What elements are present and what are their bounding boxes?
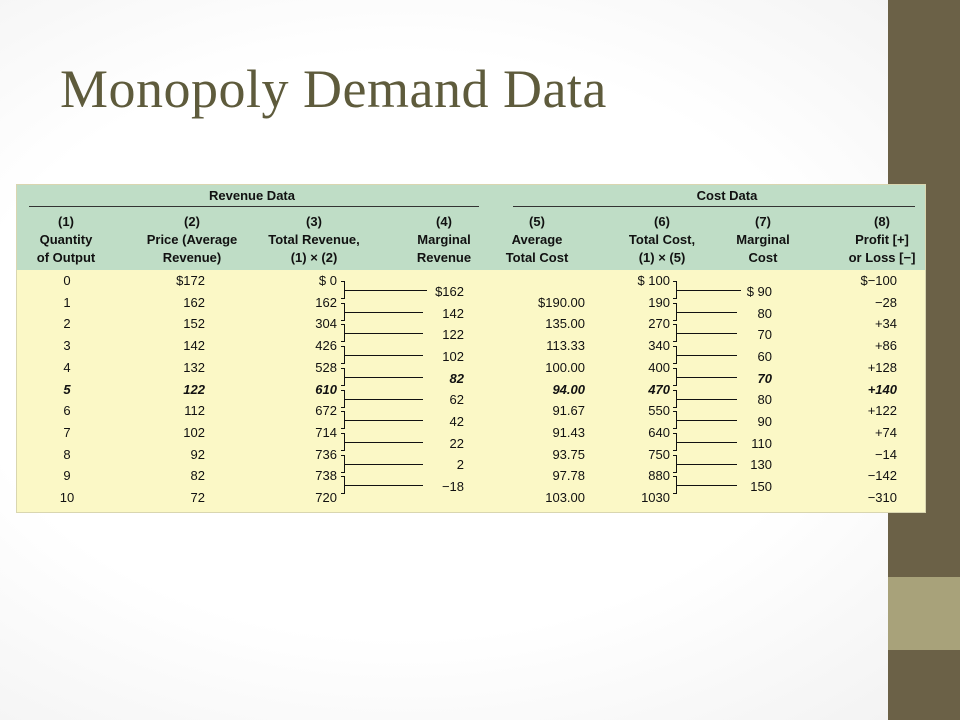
cell-total-cost: 640 (648, 424, 670, 440)
cell-average-total-cost: 97.78 (552, 468, 585, 484)
cell-average-total-cost: 100.00 (545, 359, 585, 375)
cell-total-cost: 750 (648, 446, 670, 462)
cell-total-revenue: 720 (315, 490, 337, 505)
cell-total-cost: 340 (648, 338, 670, 354)
cell-marginal-cost: 110 (751, 435, 772, 451)
cell-profit-loss: +74 (874, 424, 897, 440)
cell-average-total-cost: 94.00 (552, 381, 585, 397)
cell-total-cost: 190 (648, 294, 670, 310)
cell-price: 82 (190, 468, 205, 484)
cell-total-revenue: $ 0 (318, 273, 337, 288)
cost-connector-line (677, 290, 741, 291)
cell-marginal-revenue: $162 (435, 283, 464, 299)
cost-group-rule (513, 206, 915, 207)
cell-marginal-revenue: 2 (456, 457, 464, 473)
revenue-connector-line (345, 399, 423, 400)
cell-profit-loss: −14 (874, 446, 897, 462)
revenue-connector-line (345, 290, 427, 291)
cell-quantity: 4 (63, 359, 71, 375)
cell-marginal-revenue: 42 (449, 414, 464, 430)
column-header-total-cost: (6) Total Cost, (1) × (5) (628, 214, 696, 265)
cell-marginal-revenue: 62 (449, 392, 464, 408)
cell-total-revenue: 162 (315, 294, 337, 310)
cell-marginal-revenue: −18 (441, 479, 464, 495)
cell-marginal-cost: 70 (757, 370, 772, 386)
cell-price: 142 (183, 338, 205, 354)
cell-average-total-cost: 113.33 (546, 338, 585, 354)
column-header-price: (2) Price (Average Revenue) (146, 214, 238, 265)
cost-connector-line (677, 442, 737, 443)
cell-total-cost: 270 (648, 316, 670, 332)
revenue-connector-line (345, 420, 423, 421)
cost-connector-line (677, 312, 737, 313)
cell-quantity: 9 (63, 468, 71, 484)
cell-total-cost: 1030 (641, 490, 670, 505)
cell-average-total-cost: 103.00 (545, 490, 585, 505)
cost-connector-line (677, 464, 737, 465)
column-header-total-revenue: (3) Total Revenue, (1) × (2) (268, 214, 360, 265)
demand-data-table (16, 184, 926, 513)
cell-quantity: 5 (63, 381, 71, 397)
cell-price: 112 (184, 403, 205, 419)
cell-price: 92 (190, 446, 205, 462)
cell-quantity: 0 (63, 273, 71, 288)
cell-average-total-cost: $190.00 (538, 294, 585, 310)
revenue-connector-line (345, 464, 423, 465)
cell-profit-loss: +34 (874, 316, 897, 332)
revenue-connector-line (345, 312, 423, 313)
cell-total-cost: $ 100 (637, 273, 670, 288)
cell-profit-loss: −28 (874, 294, 897, 310)
cell-marginal-cost: 80 (757, 392, 772, 408)
table-header (17, 185, 926, 270)
cell-average-total-cost: 91.43 (552, 424, 585, 440)
cell-price: $172 (176, 273, 205, 288)
cell-average-total-cost: 93.75 (552, 446, 585, 462)
cell-quantity: 8 (63, 446, 71, 462)
cell-total-revenue: 738 (315, 468, 337, 484)
column-header-profit-loss: (8) Profit [+] or Loss [−] (848, 214, 916, 265)
cell-marginal-revenue: 102 (442, 348, 464, 364)
cell-total-revenue: 610 (315, 381, 337, 397)
cell-quantity: 6 (63, 403, 71, 419)
cell-marginal-cost: 60 (757, 348, 772, 364)
cell-marginal-revenue: 82 (449, 370, 464, 386)
cell-total-revenue: 528 (315, 359, 337, 375)
column-header-quantity: (1) Quantity of Output (36, 214, 96, 265)
cell-total-cost: 400 (648, 359, 670, 375)
column-header-average-total-cost: (5) Average Total Cost (505, 214, 569, 265)
revenue-data-group-label: Revenue Data (209, 188, 295, 203)
cell-quantity: 1 (63, 294, 71, 310)
revenue-connector-line (345, 442, 423, 443)
cell-quantity: 10 (59, 490, 75, 505)
cell-marginal-cost: 150 (750, 479, 772, 495)
cell-total-cost: 880 (648, 468, 670, 484)
revenue-connector-line (345, 355, 423, 356)
cell-total-cost: 470 (648, 381, 670, 397)
column-header-marginal-revenue: (4) Marginal Revenue (416, 214, 472, 265)
cost-connector-line (677, 355, 737, 356)
cell-total-cost: 550 (648, 403, 670, 419)
cell-profit-loss: +122 (867, 403, 897, 419)
cell-profit-loss: +86 (874, 338, 897, 354)
cell-price: 132 (183, 359, 205, 375)
revenue-group-rule (29, 206, 479, 207)
cell-average-total-cost: 135.00 (545, 316, 585, 332)
cell-marginal-cost: 130 (750, 457, 772, 473)
cell-marginal-cost: 80 (757, 305, 772, 321)
cell-marginal-revenue: 142 (442, 305, 464, 321)
cost-connector-line (677, 399, 737, 400)
cost-connector-line (677, 333, 737, 334)
cell-price: 72 (190, 490, 205, 505)
cell-total-revenue: 672 (315, 403, 337, 419)
revenue-connector-line (345, 333, 423, 334)
cost-connector-line (677, 485, 737, 486)
cell-total-revenue: 304 (315, 316, 337, 332)
revenue-connector-line (345, 377, 423, 378)
cell-price: 162 (183, 294, 205, 310)
cost-connector-line (677, 377, 737, 378)
cell-profit-loss: −142 (867, 468, 897, 484)
sidebar-band-bottom (888, 650, 960, 720)
cell-marginal-cost: $ 90 (746, 283, 772, 299)
cell-total-revenue: 426 (315, 338, 337, 354)
cell-price: 152 (183, 316, 205, 332)
cell-marginal-revenue: 22 (449, 435, 464, 451)
cell-price: 102 (183, 424, 205, 440)
cell-total-revenue: 736 (315, 446, 337, 462)
cell-quantity: 7 (63, 424, 71, 440)
cell-quantity: 2 (63, 316, 71, 332)
cost-data-group-label: Cost Data (696, 188, 758, 203)
column-header-marginal-cost: (7) Marginal Cost (736, 214, 790, 265)
cell-profit-loss: −310 (867, 490, 897, 505)
cell-average-total-cost: 91.67 (552, 403, 585, 419)
cell-profit-loss: +128 (867, 359, 897, 375)
cell-total-revenue: 714 (315, 424, 337, 440)
cell-marginal-cost: 90 (757, 414, 772, 430)
revenue-connector-line (345, 485, 423, 486)
cell-profit-loss: $−100 (860, 273, 897, 288)
cost-connector-line (677, 420, 737, 421)
cell-marginal-revenue: 122 (442, 327, 464, 343)
cell-quantity: 3 (63, 338, 71, 354)
cell-marginal-cost: 70 (757, 327, 772, 343)
slide-title: Monopoly Demand Data (60, 59, 607, 119)
cell-price: 122 (183, 381, 205, 397)
cell-profit-loss: +140 (867, 381, 897, 397)
sidebar-band-accent (888, 577, 960, 650)
